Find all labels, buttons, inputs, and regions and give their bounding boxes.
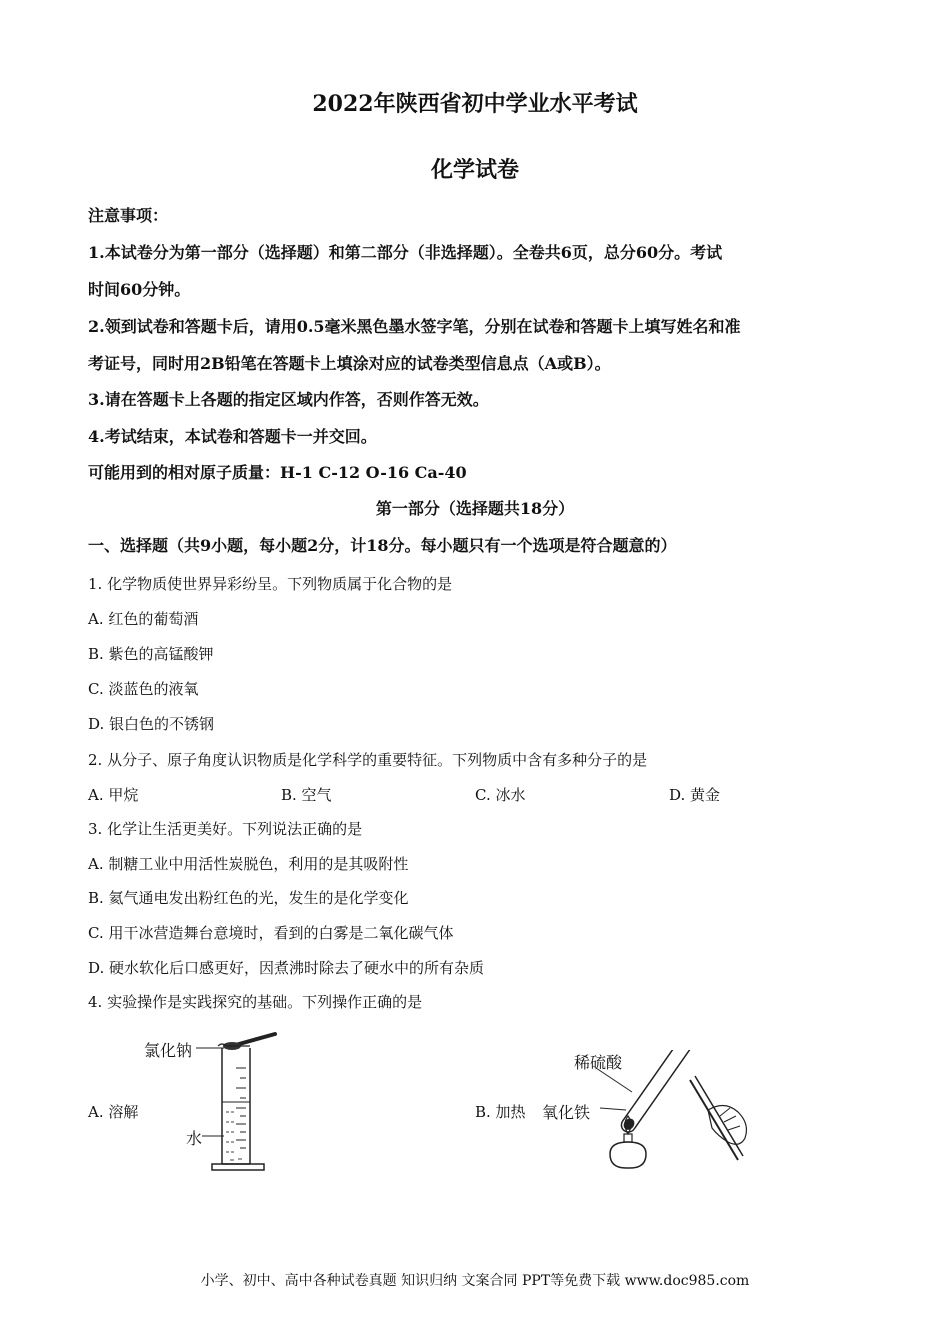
page-footer: 小学、初中、高中各种试卷真题 知识归纳 文案合同 PPT等免费下载 www.doc985.com xyxy=(200,1273,750,1289)
notice-item-1a: 1.本试卷分为第一部分（选择题）和第二部分（非选择题）。全卷共6页，总分60分。考试 xyxy=(88,243,723,262)
part1-heading: 第一部分（选择题共18分） xyxy=(375,499,575,518)
q3-option-a: A. 制糖工业中用活性炭脱色，利用的是其吸附性 xyxy=(88,855,409,873)
label-dilute-sulfuric-acid: 稀硫酸 xyxy=(574,1053,623,1072)
q4-option-a: A. 溶解 xyxy=(88,1103,139,1121)
label-sodium-chloride: 氯化钠 xyxy=(144,1041,193,1060)
q3-option-c: C. 用干冰营造舞台意境时，看到的白雾是二氧化碳气体 xyxy=(88,924,454,942)
q4-option-b: B. 加热 xyxy=(475,1103,526,1121)
q4-stem: 4. 实验操作是实践探究的基础。下列操作正确的是 xyxy=(88,993,423,1011)
q3-option-b: B. 氦气通电发出粉红色的光，发生的是化学变化 xyxy=(88,889,409,907)
q2-option-d: D. 黄金 xyxy=(669,786,721,804)
q1-option-d: D. 银白色的不锈钢 xyxy=(88,715,215,733)
notice-item-2a: 2.领到试卷和答题卡后，请用0.5毫米黑色墨水签字笔，分别在试卷和答题卡上填写姓名和准 xyxy=(88,317,741,336)
q3-stem: 3. 化学让生活更美好。下列说法正确的是 xyxy=(88,820,363,838)
figure-dissolving xyxy=(140,1028,310,1178)
q1-option-b: B. 紫色的高锰酸钾 xyxy=(88,645,214,663)
notice-item-2b: 考证号，同时用2B铅笔在答题卡上填涂对应的试卷类型信息点（A或B）。 xyxy=(88,354,611,373)
q2-option-c: C. 冰水 xyxy=(475,786,526,804)
section-heading: 一、选择题（共9小题，每小题2分，计18分。每小题只有一个选项是符合题意的） xyxy=(88,536,677,555)
exam-subject: 化学试卷 xyxy=(430,157,519,183)
q2-stem: 2. 从分子、原子角度认识物质是化学科学的重要特征。下列物质中含有多种分子的是 xyxy=(88,751,648,769)
notice-heading: 注意事项： xyxy=(88,206,169,225)
q1-stem: 1. 化学物质使世界异彩纷呈。下列物质属于化合物的是 xyxy=(88,575,453,593)
q2-option-a: A. 甲烷 xyxy=(88,786,139,804)
atomic-mass-line: 可能用到的相对原子质量：H-1 C-12 O-16 Ca-40 xyxy=(88,463,467,482)
notice-item-3: 3.请在答题卡上各题的指定区域内作答，否则作答无效。 xyxy=(88,390,489,409)
label-iron-oxide: 氧化铁 xyxy=(542,1103,591,1122)
exam-title: 2022年陕西省初中学业水平考试 xyxy=(312,91,638,117)
q1-option-a: A. 红色的葡萄酒 xyxy=(88,610,199,628)
q3-option-d: D. 硬水软化后口感更好，因煮沸时除去了硬水中的所有杂质 xyxy=(88,959,485,977)
figure-heating xyxy=(540,1050,770,1180)
notice-item-4: 4.考试结束，本试卷和答题卡一并交回。 xyxy=(88,427,377,446)
q2-option-b: B. 空气 xyxy=(281,786,332,804)
label-water: 水 xyxy=(186,1129,203,1148)
q1-option-c: C. 淡蓝色的液氧 xyxy=(88,680,199,698)
notice-item-1b: 时间60分钟。 xyxy=(88,280,191,299)
